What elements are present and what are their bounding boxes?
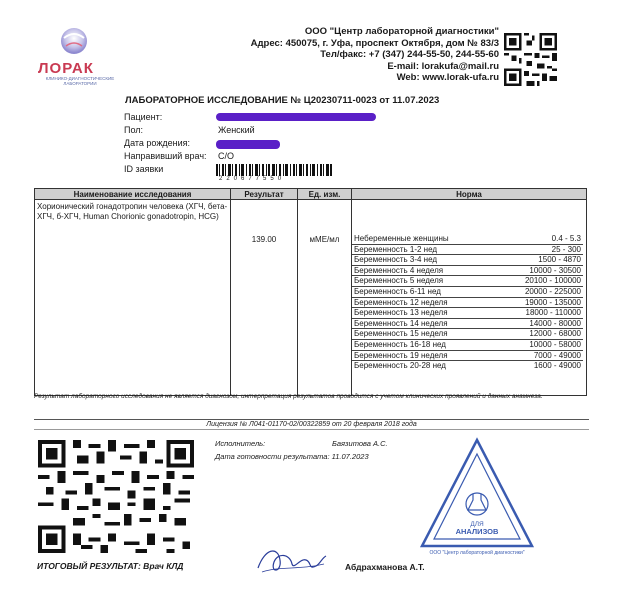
norm-label: Беременность 5 неделя xyxy=(354,276,444,286)
header-test-name: Наименование исследования xyxy=(35,189,231,199)
org-email[interactable]: E-mail: lorakufa@mail.ru xyxy=(387,60,499,72)
referring-doctor-label: Направивший врач: xyxy=(124,151,207,161)
norm-row xyxy=(352,361,583,372)
norm-label: Беременность 6-11 нед xyxy=(354,286,441,296)
results-table xyxy=(34,188,587,396)
norm-row xyxy=(352,266,583,277)
logo-subtitle: КЛИНИКО-ДИАГНОСТИЧЕСКИЕ ЛАБОРАТОРИИ xyxy=(45,76,115,86)
qr-code-icon xyxy=(504,33,557,86)
norm-value: 1500 - 4870 xyxy=(538,255,581,265)
signer-name: Абдрахманова А.Т. xyxy=(345,562,425,572)
norm-value: 19000 - 135000 xyxy=(524,297,581,307)
redaction-patient-name xyxy=(216,113,376,121)
norm-label: Беременность 15 неделя xyxy=(354,329,448,339)
norm-value: 14000 - 80000 xyxy=(529,318,581,328)
norm-value: 20100 - 100000 xyxy=(524,276,581,286)
norm-value: 18000 - 110000 xyxy=(525,308,581,318)
unit-cell: мМЕ/мл xyxy=(298,200,352,395)
barcode-number: 220677550 xyxy=(219,176,286,182)
norm-label: Беременность 20-28 нед xyxy=(354,361,446,371)
norm-row xyxy=(352,319,583,330)
norm-row xyxy=(352,255,583,266)
norm-row xyxy=(352,340,583,351)
norm-value: 1600 - 49000 xyxy=(533,361,581,371)
org-web[interactable]: Web: www.lorak-ufa.ru xyxy=(396,72,499,83)
norm-value: 12000 - 68000 xyxy=(529,329,581,339)
norm-label: Беременность 1-2 нед xyxy=(354,244,438,254)
norm-value: 10000 - 30500 xyxy=(529,265,581,275)
norms-cell xyxy=(352,200,586,395)
norm-label: Беременность 4 неделя xyxy=(354,265,444,275)
norm-label: Беременность 13 неделя xyxy=(354,308,448,318)
test-name-cell: Хорионический гонадотропин человека (ХГЧ, бета-ХГЧ, б-ХГЧ, Human Chorionic gonadotropin, HCG) xyxy=(35,200,231,395)
patient-sex-label: Пол: xyxy=(124,125,144,135)
result-cell: 139.00 xyxy=(231,200,298,395)
norm-row xyxy=(352,329,583,340)
final-result-label: ИТОГОВЫЙ РЕЗУЛЬТАТ: Врач КЛД xyxy=(37,561,184,571)
executor-row xyxy=(215,437,388,450)
stamp-line2: АНАЛИЗОВ xyxy=(455,527,499,536)
patient-name-label: Пациент: xyxy=(124,112,163,122)
patient-dob-label: Дата рождения: xyxy=(124,138,190,148)
table-row xyxy=(35,200,586,395)
norm-label: Беременность 12 неделя xyxy=(354,297,448,307)
org-phone: Тел/факс: +7 (347) 244-55-50, 244-55-60 xyxy=(320,49,499,60)
ready-date-value: 11.07.2023 xyxy=(331,452,369,461)
ready-date-row xyxy=(215,450,388,463)
signature-icon xyxy=(250,540,330,580)
executor-block xyxy=(215,437,388,463)
stamp-line1: ДЛЯ xyxy=(470,521,484,528)
logo-word: ЛОРАК xyxy=(38,60,94,77)
norm-label: Беременность 19 неделя xyxy=(354,350,448,360)
license-text: Лицензия № Л041-01170-02/00322859 от 20 февраля 2018 года xyxy=(34,419,589,430)
barcode-icon xyxy=(216,164,332,176)
norm-label: Беременность 14 неделя xyxy=(354,318,448,328)
referring-doctor-value: С/О xyxy=(218,151,235,161)
report-title: ЛАБОРАТОРНОЕ ИССЛЕДОВАНИЕ № Ц20230711-0023 от 11.07.2023 xyxy=(125,95,440,106)
divider xyxy=(34,429,589,430)
table-header xyxy=(35,189,586,200)
norm-value: 10000 - 58000 xyxy=(529,339,581,349)
disclaimer-text: Результат лабораторного исследования не является диагнозом, интерпретация результатов проводится с учетом клинических проявлений и данных анамнеза. xyxy=(34,393,543,400)
referring-doctor-row xyxy=(124,150,255,163)
verification-qr-icon xyxy=(38,440,194,553)
norm-row xyxy=(352,276,583,287)
org-address: Адрес: 450075, г. Уфа, проспект Октября, дом № 83/3 xyxy=(250,37,499,49)
executor-name: Баязитова А.С. xyxy=(332,439,388,448)
ready-date-label: Дата готовности результата: xyxy=(215,452,330,461)
norm-row xyxy=(352,234,583,245)
norm-row xyxy=(352,351,583,362)
stamp-icon xyxy=(418,436,536,556)
norm-row xyxy=(352,298,583,309)
norm-label: Беременность 16-18 нед xyxy=(354,339,446,349)
norm-row xyxy=(352,245,583,256)
norm-label: Небеременные женщины xyxy=(354,234,449,243)
redaction-dob xyxy=(216,140,280,149)
norm-value: 0.4 - 5.3 xyxy=(551,234,581,243)
org-info xyxy=(251,26,499,84)
norm-row xyxy=(352,287,583,298)
patient-sex-row xyxy=(124,124,255,137)
header-unit: Ед. изм. xyxy=(298,189,352,199)
stamp-text: ООО "Центр лабораторной диагностики" xyxy=(429,550,525,556)
header-norm: Норма xyxy=(456,190,482,199)
norm-value: 25 - 300 xyxy=(551,244,581,254)
executor-label: Исполнитель: xyxy=(215,439,266,448)
patient-sex-value: Женский xyxy=(218,125,255,135)
header-result: Результат xyxy=(231,189,298,199)
norm-value: 20000 - 225000 xyxy=(524,286,581,296)
request-id-label: ID заявки xyxy=(124,164,164,174)
org-name: ООО "Центр лабораторной диагностики" xyxy=(304,26,499,37)
norm-row xyxy=(352,308,583,319)
norm-label: Беременность 3-4 нед xyxy=(354,255,438,265)
norm-value: 7000 - 49000 xyxy=(533,350,581,360)
